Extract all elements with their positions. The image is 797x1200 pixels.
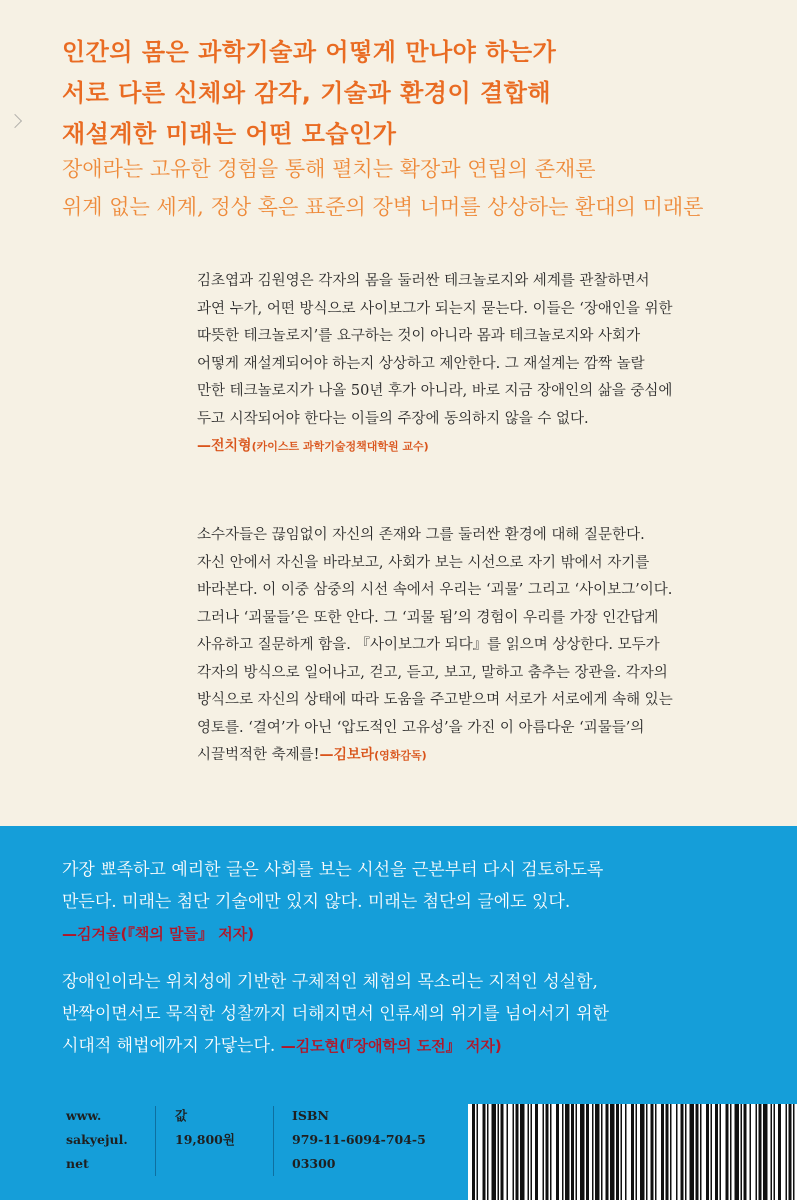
quote-line: 반짝이면서도 묵직한 성찰까지 더해지면서 인류세의 위기를 넘어서기 위한 (62, 1004, 609, 1024)
barcode-bar (516, 1104, 519, 1200)
barcode-bar (507, 1104, 509, 1200)
barcode-bar (616, 1104, 619, 1200)
barcode-bar (700, 1104, 702, 1200)
barcode-bar (621, 1104, 623, 1200)
barcode-bar (655, 1104, 657, 1200)
attribution-role: (카이스트 과학기술정책대학원 교수) (251, 440, 429, 453)
blurb-line: 어떻게 재설계되어야 하는지 상상하고 제안한다. 그 재설계는 깜짝 놀랄 (197, 355, 645, 372)
blurb-jeon-chihyung (197, 268, 757, 461)
blurb-line: 그러나 ‘괴물들’은 또한 안다. 그 ‘괴물 됨’의 경험이 우리를 가장 인간답게 (197, 609, 659, 626)
barcode-bar (595, 1104, 600, 1200)
meta-divider (273, 1106, 274, 1176)
publisher-website (66, 1104, 146, 1176)
headline-line: 재설계한 미래는 어떤 모습인가 (62, 120, 397, 148)
barcode-bar (550, 1104, 552, 1200)
barcode-bar (513, 1104, 515, 1200)
attribution-name: —김보라 (319, 747, 375, 763)
barcode-bar (696, 1104, 699, 1200)
barcode-graphic (468, 1104, 797, 1200)
blurb-line: 영토를. ‘결여’가 아닌 ‘압도적인 고유성’을 가진 이 아름다운 ‘괴물들’의 (197, 719, 645, 736)
barcode-bar (706, 1104, 709, 1200)
barcode-bar (625, 1104, 627, 1200)
headline (62, 32, 762, 155)
barcode-bar (681, 1104, 684, 1200)
barcode-bar (472, 1104, 475, 1200)
blurb-line: 방식으로 자신의 상태에 따라 도움을 주고받으며 서로가 서로에게 속해 있는 (197, 692, 673, 708)
barcode-bar (651, 1104, 654, 1200)
barcode-bar (711, 1104, 713, 1200)
barcode-bar (580, 1104, 585, 1200)
barcode-bar (565, 1104, 570, 1200)
website-line: www. (66, 1108, 102, 1123)
barcode-bar (483, 1104, 486, 1200)
barcode-bar (715, 1104, 718, 1200)
barcode-bar (685, 1104, 687, 1200)
barcode-bar (562, 1104, 564, 1200)
barcode-bar (592, 1104, 594, 1200)
barcode-bar (636, 1104, 638, 1200)
barcode-bar (789, 1104, 792, 1200)
blurb-line: 바라본다. 이 이중 삼중의 시선 속에서 우리는 ‘괴물’ 그리고 ‘사이보그’이다. (197, 582, 673, 598)
barcode-bar (774, 1104, 776, 1200)
barcode-bar (661, 1104, 664, 1200)
quote-line: 가장 뾰족하고 예리한 글은 사회를 보는 시선을 근본부터 다시 검토하도록 (62, 860, 604, 880)
quote-attribution-text: —김겨울(『책의 말들』 저자) (62, 925, 255, 943)
barcode-bar (535, 1104, 538, 1200)
barcode-bar (576, 1104, 578, 1200)
subheadline (62, 150, 782, 226)
price-label: 값 (175, 1108, 188, 1123)
barcode-bar (631, 1104, 634, 1200)
barcode-bar (498, 1104, 500, 1200)
attribution-role: (영화감독) (374, 749, 427, 762)
website-line: net (66, 1156, 89, 1171)
blurb-kim-bora (197, 522, 757, 770)
quote-line: 만든다. 미래는 첨단 기술에만 있지 않다. 미래는 첨단의 글에도 있다. (62, 892, 571, 912)
isbn-value: 979-11-6094-704-5 (292, 1132, 426, 1147)
barcode-bar (556, 1104, 559, 1200)
barcode-bar (730, 1104, 732, 1200)
barcode-bar (640, 1104, 645, 1200)
barcode-bar (477, 1104, 479, 1200)
barcode-bar (546, 1104, 549, 1200)
subheadline-line: 위계 없는 세계, 정상 혹은 표준의 장벽 너머를 상상하는 환대의 미래론 (62, 195, 704, 219)
blurb-line: 자신 안에서 자신을 바라보고, 사회가 보는 시선으로 자기 밖에서 자기를 (197, 554, 650, 571)
barcode-bar (606, 1104, 609, 1200)
headline-line: 인간의 몸은 과학기술과 어떻게 만나야 하는가 (62, 38, 557, 66)
barcode-bar (646, 1104, 648, 1200)
barcode-bar (571, 1104, 574, 1200)
blurb-attribution (197, 433, 757, 461)
blurb-line: 따뜻한 테크놀로지’를 요구하는 것이 아니라 몸과 테크놀로지와 사회가 (197, 328, 641, 344)
barcode-bar (586, 1104, 589, 1200)
blurb-line: 소수자들은 끊임없이 자신의 존재와 그를 둘러싼 환경에 대해 질문한다. (197, 527, 645, 543)
barcode-bar (492, 1104, 497, 1200)
barcode-bar (744, 1104, 747, 1200)
headline-line: 서로 다른 신체와 감각, 기술과 환경이 결합해 (62, 79, 552, 107)
subheadline-line: 장애라는 고유한 경험을 통해 펼치는 확장과 연립의 존재론 (62, 157, 596, 181)
barcode-bar (520, 1104, 525, 1200)
barcode-bar (676, 1104, 678, 1200)
attribution-name: —전치형 (197, 438, 252, 454)
blurb-last-line (197, 742, 757, 770)
quote-line-text: 시대적 해법에까지 가닿는다. (62, 1036, 276, 1056)
quote-kim-gyeoul (62, 854, 752, 950)
barcode-bar (759, 1104, 762, 1200)
blurb-line: 두고 시작되어야 한다는 이들의 주장에 동의하지 않을 수 없다. (197, 410, 589, 427)
corner-tick-mark (8, 114, 22, 128)
barcode-bar (501, 1104, 504, 1200)
blurb-line: 각자의 방식으로 일어나고, 걷고, 듣고, 보고, 말하고 춤추는 장관을. 각자의 (197, 664, 668, 681)
quote-attribution-text: —김도현(『장애학의 도전』 저자) (280, 1037, 502, 1055)
quote-kim-dohyun (62, 966, 752, 1062)
barcode-bar (750, 1104, 752, 1200)
barcode-bar (735, 1104, 740, 1200)
isbn-block (292, 1104, 432, 1176)
blurb-line: 김초엽과 김원영은 각자의 몸을 둘러싼 테크놀로지와 세계를 관찰하면서 (197, 273, 650, 289)
barcode-bar (741, 1104, 743, 1200)
barcode-bar (793, 1104, 795, 1200)
barcode-bar (670, 1104, 672, 1200)
price-value: 19,800원 (175, 1132, 235, 1147)
barcode-bar (726, 1104, 729, 1200)
barcode-bar (666, 1104, 669, 1200)
isbn-label: ISBN (292, 1108, 329, 1123)
blurb-line: 과연 누가, 어떤 방식으로 사이보그가 되는지 묻는다. 이들은 ‘장애인을 위한 (197, 300, 673, 317)
barcode-bar (601, 1104, 603, 1200)
barcode-bar (543, 1104, 545, 1200)
barcode-bar (531, 1104, 533, 1200)
price-block (175, 1104, 265, 1152)
isbn-code: 03300 (292, 1156, 336, 1171)
blurb-line: 사유하고 질문하게 함을. 『사이보그가 되다』를 읽으며 상상한다. 모두가 (197, 637, 660, 653)
blurb-line-text: 시끌벅적한 축제를! (197, 747, 320, 763)
quote-attribution (62, 918, 752, 950)
barcode-bar (690, 1104, 695, 1200)
website-line: sakyejul. (66, 1132, 128, 1147)
quote-last-line (62, 1030, 752, 1062)
barcode-bar (610, 1104, 615, 1200)
barcode-bar (487, 1104, 489, 1200)
barcode-bar (763, 1104, 768, 1200)
quote-line: 장애인이라는 위치성에 기반한 구체적인 체험의 목소리는 지적인 성실함, (62, 972, 598, 992)
barcode-bar (778, 1104, 781, 1200)
blurb-line: 만한 테크놀로지가 나올 50년 후가 아니라, 바로 지금 장애인의 삶을 중심에 (197, 383, 673, 399)
isbn-barcode (468, 1104, 797, 1200)
barcode-bar (528, 1104, 530, 1200)
barcode-bar (756, 1104, 758, 1200)
barcode-bar (720, 1104, 722, 1200)
barcode-bar (786, 1104, 788, 1200)
meta-divider (155, 1106, 156, 1176)
barcode-bar (771, 1104, 773, 1200)
